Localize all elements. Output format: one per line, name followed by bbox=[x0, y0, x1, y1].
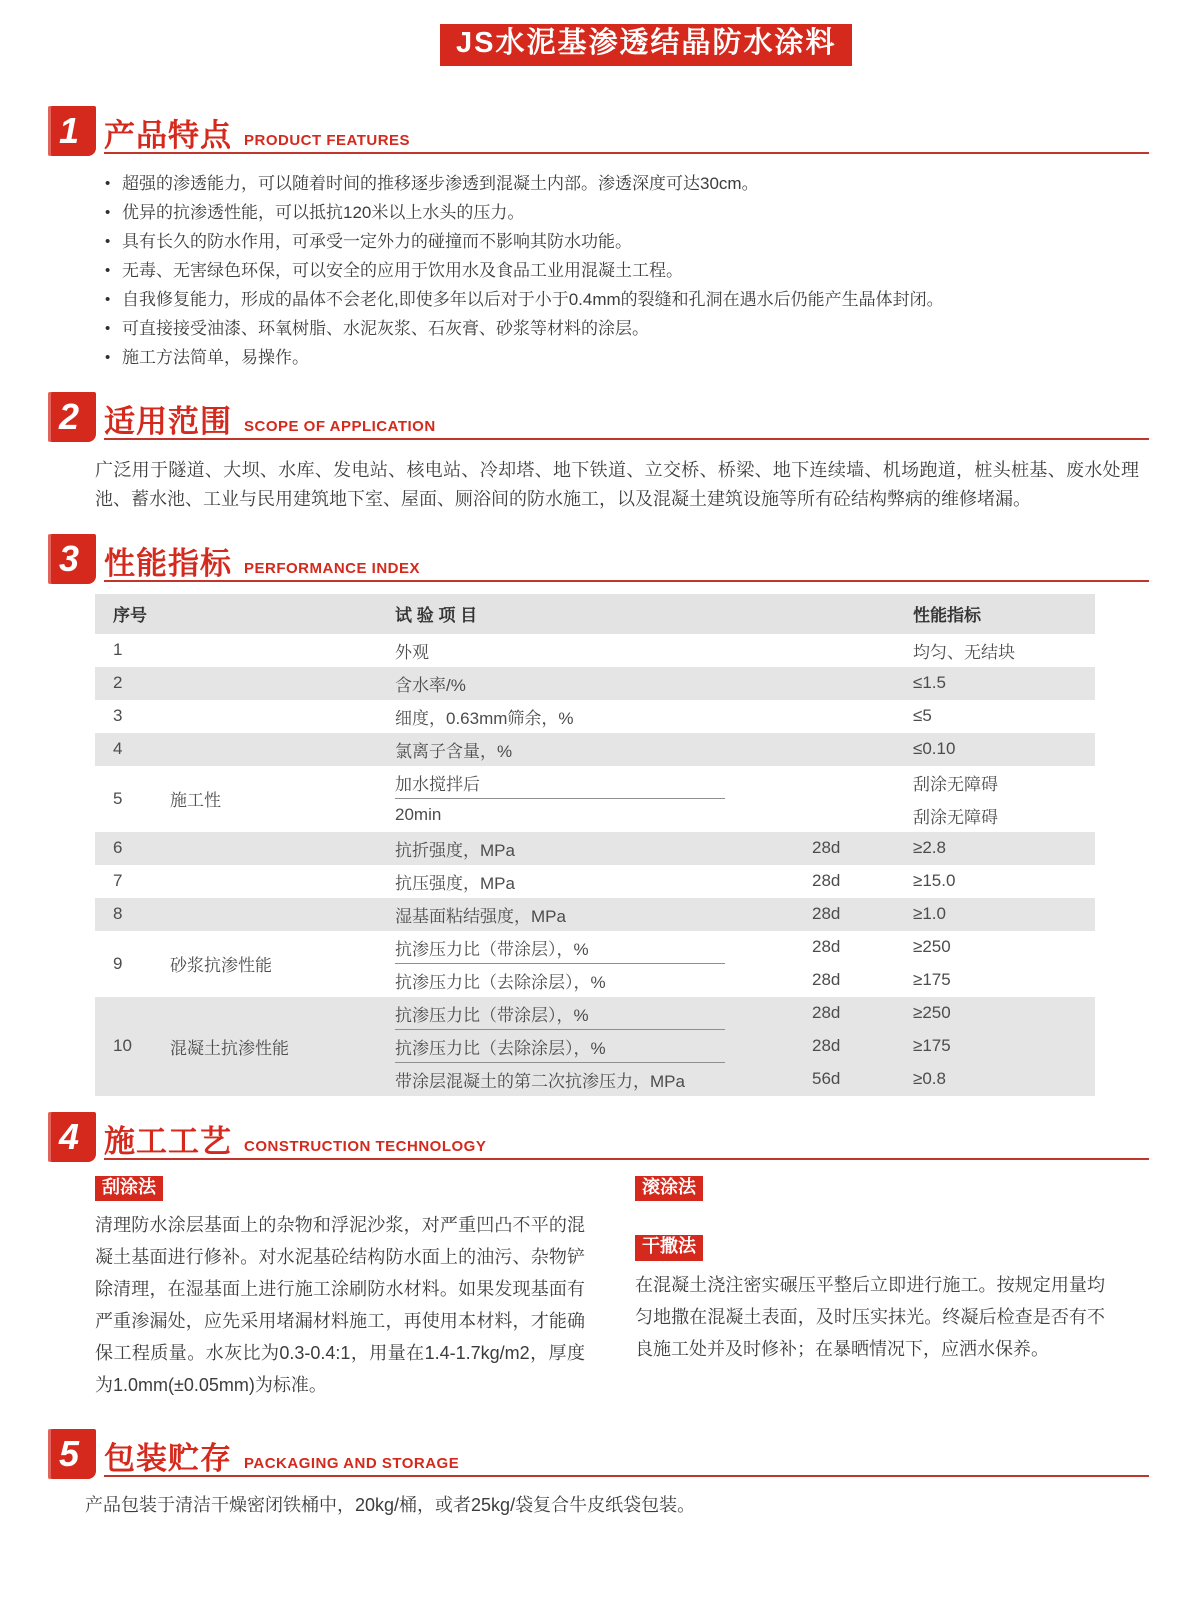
table-row bbox=[95, 766, 1095, 832]
category-cell: 施工性 bbox=[170, 791, 221, 811]
category-cell bbox=[170, 898, 395, 931]
section-scope-header bbox=[48, 392, 1149, 442]
age-cell: 28d bbox=[812, 838, 841, 858]
section-number-badge bbox=[48, 1112, 96, 1162]
row-number-cell: 10 bbox=[113, 1036, 132, 1056]
table-header-row bbox=[95, 594, 1095, 634]
feature-bullet: • 优异的抗渗透性能，可以抵抗120米以上水头的压力。 bbox=[105, 198, 1149, 227]
test-item-cell: 20min bbox=[395, 805, 442, 825]
row-number-cell: 7 bbox=[113, 871, 123, 891]
feature-list bbox=[105, 169, 1149, 372]
test-item-cell: 加水搅拌后 bbox=[395, 766, 790, 799]
category-cell bbox=[170, 865, 395, 898]
sub-rows bbox=[395, 700, 1095, 733]
table-row bbox=[95, 634, 1095, 667]
section-title: 产品特点 bbox=[104, 117, 232, 153]
table-row bbox=[95, 832, 1095, 865]
category-cell bbox=[170, 667, 395, 700]
section-scope bbox=[48, 392, 1149, 514]
method-dry-paragraph: 在混凝土浇注密实碾压平整后立即进行施工。按规定用量均匀地撒在混凝土表面，及时压实抹光。终凝后检查是否有不良施工处并及时修补；在暴晒情况下，应洒水保养。 bbox=[635, 1275, 1105, 1360]
section-packaging bbox=[48, 1429, 1149, 1519]
section-title: 适用范围 bbox=[104, 403, 232, 439]
value-cell: 均匀、无结块 bbox=[913, 642, 1015, 662]
header-value-cell: 性能指标 bbox=[913, 606, 981, 626]
section-features-header bbox=[48, 106, 1149, 156]
row-number-cell: 1 bbox=[113, 640, 123, 660]
value-cell: ≥1.0 bbox=[913, 904, 946, 924]
section-features bbox=[48, 106, 1149, 372]
test-item-cell: 抗压强度，MPa bbox=[395, 873, 515, 893]
feature-bullet: • 自我修复能力，形成的晶体不会老化,即使多年以后对于小于0.4mm的裂缝和孔洞在遇水后仍能产生晶体封闭。 bbox=[105, 285, 1149, 314]
sub-rows bbox=[395, 898, 1095, 931]
table-row bbox=[95, 931, 1095, 997]
value-cell: ≤0.10 bbox=[913, 739, 956, 759]
table-row bbox=[95, 700, 1095, 733]
value-cell: ≤5 bbox=[913, 706, 932, 726]
table-row bbox=[95, 865, 1095, 898]
sub-row bbox=[395, 766, 1095, 799]
sub-rows bbox=[395, 997, 1095, 1096]
table-row bbox=[95, 733, 1095, 766]
category-cell bbox=[170, 832, 395, 865]
value-cell: ≥175 bbox=[913, 1036, 951, 1056]
value-cell: ≥15.0 bbox=[913, 871, 956, 891]
construction-right-column bbox=[635, 1176, 1105, 1402]
section-header-rule bbox=[104, 1429, 1149, 1477]
row-number-cell: 2 bbox=[113, 673, 123, 693]
method-roll-coating bbox=[635, 1176, 1105, 1202]
header-category-cell bbox=[170, 594, 395, 634]
category-cell bbox=[170, 733, 395, 766]
scope-paragraph: 广泛用于隧道、大坝、水库、发电站、核电站、冷却塔、地下铁道、立交桥、桥梁、地下连续墙、机场跑道，桩头桩基、废水处理池、蓄水池、工业与民用建筑地下室、屋面、厕浴间的防水施工，以及混凝土建筑设施等所有砼结构弊病的维修堵漏。 bbox=[95, 459, 1139, 509]
sub-row bbox=[395, 997, 1095, 1030]
test-item-cell: 细度，0.63mm筛余，% bbox=[395, 708, 574, 728]
age-cell: 28d bbox=[812, 1036, 841, 1056]
sub-rows bbox=[395, 766, 1095, 832]
value-cell: ≥0.8 bbox=[913, 1069, 946, 1089]
row-number-cell: 3 bbox=[113, 706, 123, 726]
feature-bullet: • 可直接接受油漆、环氧树脂、水泥灰浆、石灰膏、砂浆等材料的涂层。 bbox=[105, 314, 1149, 343]
feature-bullet: • 具有长久的防水作用，可承受一定外力的碰撞而不影响其防水功能。 bbox=[105, 227, 1149, 256]
category-cell: 砂浆抗渗性能 bbox=[170, 956, 272, 976]
method-dry-sprinkle bbox=[635, 1235, 1105, 1365]
table-row bbox=[95, 997, 1095, 1096]
section-number: 3 bbox=[58, 537, 80, 579]
row-number-cell: 5 bbox=[113, 788, 123, 808]
section-subtitle: SCOPE OF APPLICATION bbox=[244, 417, 436, 435]
section-packaging-header bbox=[48, 1429, 1149, 1479]
table-body bbox=[95, 634, 1095, 1096]
section-number-badge bbox=[48, 534, 96, 584]
row-number-cell: 9 bbox=[113, 953, 123, 973]
section-header-rule bbox=[104, 392, 1149, 440]
title-row bbox=[48, 0, 1149, 66]
category-cell bbox=[170, 700, 395, 733]
section-subtitle: PRODUCT FEATURES bbox=[244, 131, 411, 149]
category-cell: 混凝土抗渗性能 bbox=[170, 1038, 289, 1058]
test-item-cell: 抗折强度，MPa bbox=[395, 840, 515, 860]
method-tag-scrape: 刮涂法 bbox=[95, 1176, 163, 1202]
sub-rows bbox=[395, 865, 1095, 898]
sub-rows bbox=[395, 634, 1095, 667]
value-cell: ≥250 bbox=[913, 1003, 951, 1023]
value-cell: ≥2.8 bbox=[913, 838, 946, 858]
value-cell: 刮涂无障碍 bbox=[913, 807, 998, 827]
test-item-cell: 湿基面粘结强度，MPa bbox=[395, 906, 566, 926]
test-item-cell: 抗渗压力比（去除涂层），% bbox=[395, 972, 606, 992]
sub-row bbox=[395, 865, 1095, 898]
test-item-cell: 抗渗压力比（去除涂层），% bbox=[395, 1030, 790, 1063]
age-cell: 28d bbox=[812, 1003, 841, 1023]
row-number-cell: 4 bbox=[113, 739, 123, 759]
section-title: 性能指标 bbox=[104, 545, 232, 581]
age-cell: 28d bbox=[812, 904, 841, 924]
sub-row bbox=[395, 634, 1095, 667]
section-header-rule bbox=[104, 534, 1149, 582]
section-performance bbox=[48, 534, 1149, 1096]
section-title: 施工工艺 bbox=[104, 1123, 232, 1159]
sub-row bbox=[395, 733, 1095, 766]
sub-row bbox=[395, 898, 1095, 931]
sub-rows bbox=[395, 832, 1095, 865]
method-scrape-paragraph: 清理防水涂层基面上的杂物和浮泥沙浆，对严重凹凸不平的混凝土基面进行修补。对水泥基砼结构防水面上的油污、杂物铲除清理，在湿基面上进行施工涂刷防水材料。如果发现基面有严重渗漏处，应先采用堵漏材料施工，再使用本材料，才能确保工程质量。水灰比为0.3-0.4:1，用量在1.4-1.7kg/m2，厚度为1.0mm(±0.05mm)为标准。 bbox=[95, 1215, 585, 1396]
age-cell: 28d bbox=[812, 970, 841, 990]
value-cell: ≥175 bbox=[913, 970, 951, 990]
construction-left-column bbox=[95, 1176, 585, 1402]
test-item-cell: 外观 bbox=[395, 642, 429, 662]
section-subtitle: CONSTRUCTION TECHNOLOGY bbox=[244, 1137, 487, 1155]
category-cell bbox=[170, 634, 395, 667]
section-construction-header bbox=[48, 1112, 1149, 1162]
performance-table bbox=[95, 594, 1095, 1096]
sub-row bbox=[395, 700, 1095, 733]
table-row bbox=[95, 667, 1095, 700]
packaging-paragraph: 产品包装于清洁干燥密闭铁桶中，20kg/桶，或者25kg/袋复合牛皮纸袋包装。 bbox=[85, 1495, 696, 1516]
sub-row bbox=[395, 832, 1095, 865]
sub-row bbox=[395, 1063, 1095, 1096]
section-construction bbox=[48, 1112, 1149, 1402]
age-cell: 28d bbox=[812, 871, 841, 891]
age-cell: 56d bbox=[812, 1069, 841, 1089]
sub-rows bbox=[395, 733, 1095, 766]
section-header-rule bbox=[104, 1112, 1149, 1160]
test-item-cell: 抗渗压力比（带涂层），% bbox=[395, 997, 790, 1030]
sub-row bbox=[395, 931, 1095, 964]
section-subtitle: PACKAGING AND STORAGE bbox=[244, 1455, 460, 1473]
feature-bullet: • 无毒、无害绿色环保，可以安全的应用于饮用水及食品工业用混凝土工程。 bbox=[105, 256, 1149, 285]
section-number-badge bbox=[48, 392, 96, 442]
section-title: 包装贮存 bbox=[104, 1441, 232, 1477]
test-item-cell: 氯离子含量，% bbox=[395, 741, 513, 761]
row-number-cell: 8 bbox=[113, 904, 123, 924]
value-cell: ≥250 bbox=[913, 937, 951, 957]
section-performance-header bbox=[48, 534, 1149, 584]
test-item-cell: 带涂层混凝土的第二次抗渗压力，MPa bbox=[395, 1071, 685, 1091]
section-number-badge bbox=[48, 106, 96, 156]
section-number: 2 bbox=[58, 395, 80, 437]
value-cell: 刮涂无障碍 bbox=[913, 774, 998, 794]
test-item-cell: 抗渗压力比（带涂层），% bbox=[395, 931, 790, 964]
section-number: 1 bbox=[58, 109, 80, 151]
sub-row bbox=[395, 964, 1095, 997]
sub-rows bbox=[395, 931, 1095, 997]
sub-row bbox=[395, 667, 1095, 700]
header-no-cell: 序号 bbox=[113, 606, 147, 626]
page-title: JS水泥基渗透结晶防水涂料 bbox=[440, 24, 852, 66]
feature-bullet: • 施工方法简单，易操作。 bbox=[105, 343, 1149, 372]
section-number-badge bbox=[48, 1429, 96, 1479]
header-test-cell: 试 验 项 目 bbox=[395, 606, 478, 626]
method-scrape-coating bbox=[95, 1176, 585, 1402]
sub-rows bbox=[395, 667, 1095, 700]
value-cell: ≤1.5 bbox=[913, 673, 946, 693]
method-tag-roll: 滚涂法 bbox=[635, 1176, 703, 1202]
age-cell: 28d bbox=[812, 937, 841, 957]
table-row bbox=[95, 898, 1095, 931]
feature-bullet: • 超强的渗透能力，可以随着时间的推移逐步渗透到混凝土内部。渗透深度可达30cm。 bbox=[105, 169, 1149, 198]
section-number: 4 bbox=[58, 1115, 80, 1157]
sub-row bbox=[395, 1030, 1095, 1063]
construction-columns bbox=[95, 1176, 1149, 1402]
section-number: 5 bbox=[58, 1433, 80, 1475]
row-number-cell: 6 bbox=[113, 838, 123, 858]
sub-row bbox=[395, 799, 1095, 832]
section-header-rule bbox=[104, 106, 1149, 154]
section-subtitle: PERFORMANCE INDEX bbox=[244, 559, 421, 577]
test-item-cell: 含水率/% bbox=[395, 675, 466, 695]
method-tag-dry: 干撒法 bbox=[635, 1235, 703, 1261]
